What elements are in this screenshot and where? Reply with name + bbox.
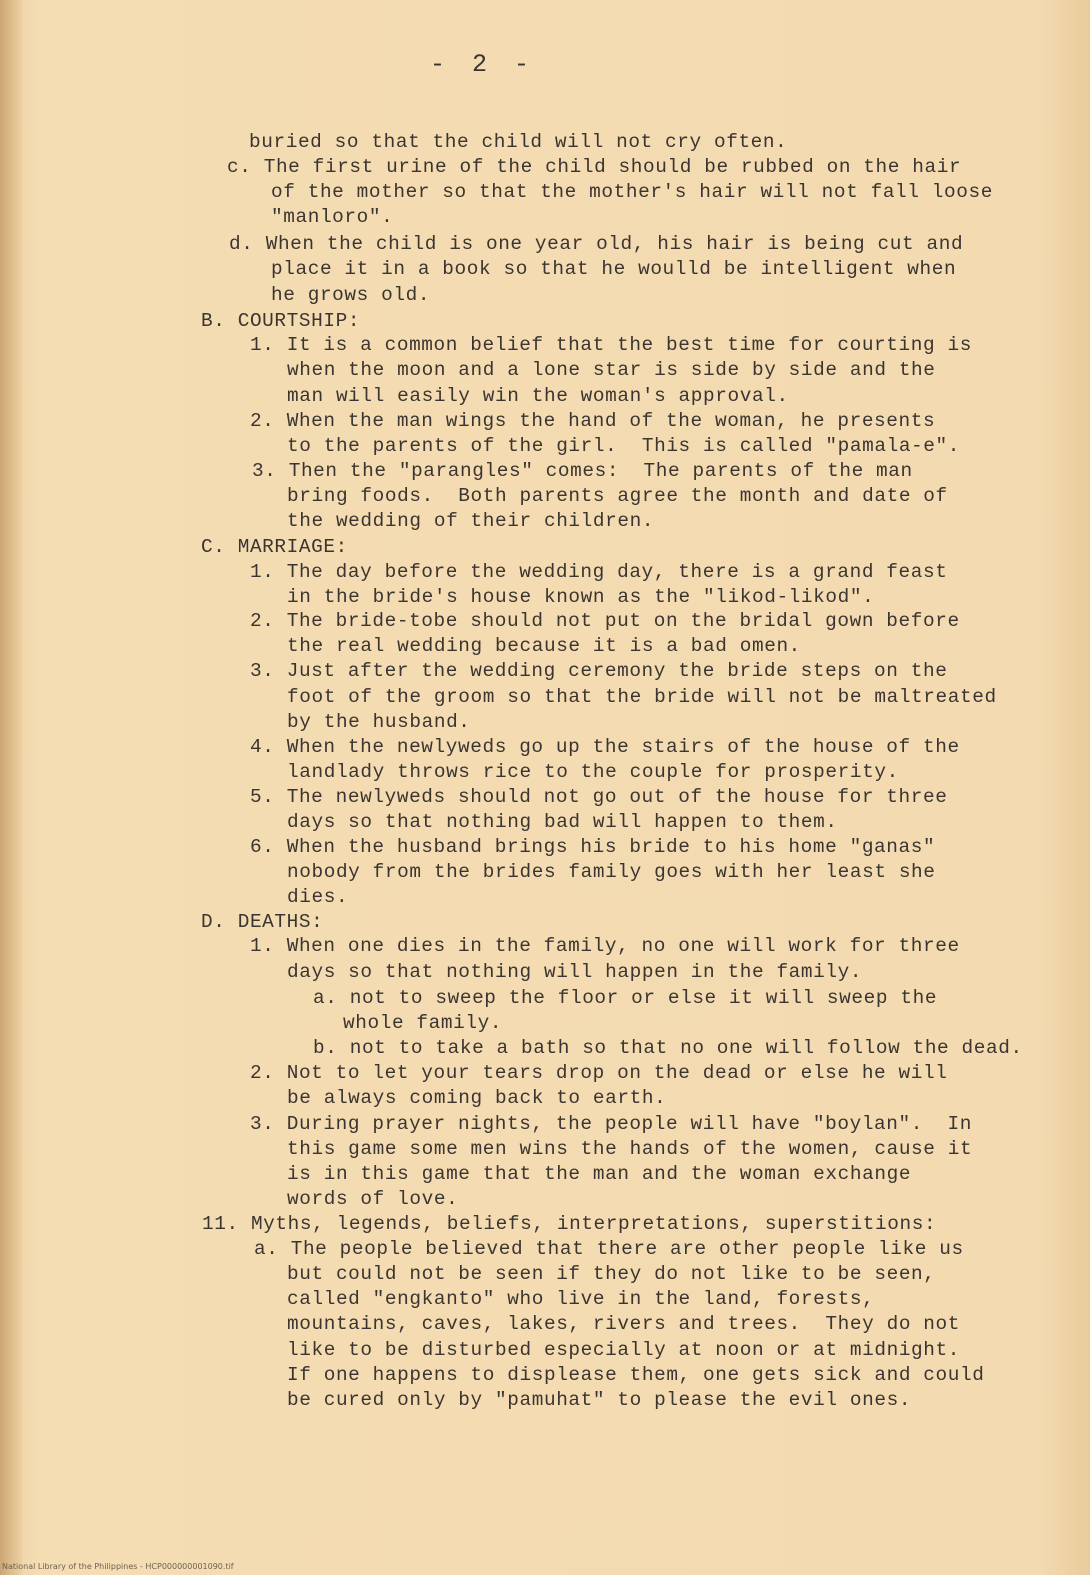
text-line: nobody from the brides family goes with her least she <box>287 861 936 883</box>
text-line: this game some men wins the hands of the women, cause it <box>287 1138 973 1160</box>
text-line: of the mother so that the mother's hair will not fall loose <box>271 181 993 203</box>
text-line: whole family. <box>343 1012 503 1034</box>
text-line: by the husband. <box>287 711 471 733</box>
text-line: days so that nothing will happen in the family. <box>287 961 863 983</box>
text-line: 1. It is a common belief that the best time for courting is <box>250 334 972 356</box>
text-line: 5. The newlyweds should not go out of the house for three <box>250 786 948 808</box>
text-line: "manloro". <box>271 206 394 228</box>
section-heading: 11. Myths, legends, beliefs, interpretations, superstitions: <box>202 1213 937 1235</box>
text-line: mountains, caves, lakes, rivers and trees. They do not <box>287 1313 960 1335</box>
text-line: 6. When the husband brings his bride to his home "ganas" <box>250 836 936 858</box>
text-line: a. not to sweep the floor or else it will sweep the <box>313 987 938 1009</box>
page-number: - 2 - <box>430 50 536 79</box>
section-heading: C. MARRIAGE: <box>201 536 348 558</box>
text-line: If one happens to displease them, one gets sick and could <box>287 1364 985 1386</box>
text-line: buried so that the child will not cry often. <box>249 131 788 153</box>
text-line: he grows old. <box>271 284 431 306</box>
text-line: days so that nothing bad will happen to them. <box>287 811 838 833</box>
text-line: 2. When the man wings the hand of the woman, he presents <box>250 410 936 432</box>
text-line: words of love. <box>287 1188 459 1210</box>
text-line: foot of the groom so that the bride will not be maltreated <box>287 686 997 708</box>
text-line: 1. When one dies in the family, no one will work for three <box>250 935 960 957</box>
text-line: be always coming back to earth. <box>287 1087 667 1109</box>
section-heading: D. DEATHS: <box>201 911 324 933</box>
text-line: c. The first urine of the child should be rubbed on the hair <box>227 156 962 178</box>
text-line: place it in a book so that he woulld be intelligent when <box>271 258 957 280</box>
text-line: is in this game that the man and the woman exchange <box>287 1163 912 1185</box>
text-line: man will easily win the woman's approval. <box>287 385 789 407</box>
text-line: like to be disturbed especially at noon or at midnight. <box>287 1339 960 1361</box>
scan-footer: National Library of the Philippines - HCP000000001090.tif <box>2 1562 234 1571</box>
text-line: 1. The day before the wedding day, there is a grand feast <box>250 561 948 583</box>
text-line: called "engkanto" who live in the land, forests, <box>287 1288 875 1310</box>
text-line: but could not be seen if they do not like to be seen, <box>287 1263 936 1285</box>
page-binding-edge <box>0 0 22 1575</box>
text-line: be cured only by "pamuhat" to please the evil ones. <box>287 1389 912 1411</box>
text-line: 4. When the newlyweds go up the stairs of the house of the <box>250 736 960 758</box>
text-line: in the bride's house known as the "likod-likod". <box>287 586 875 608</box>
text-line: to the parents of the girl. This is called "pamala-e". <box>287 435 960 457</box>
text-line: 2. The bride-tobe should not put on the bridal gown before <box>250 610 960 632</box>
text-line: 2. Not to let your tears drop on the dead or else he will <box>250 1062 948 1084</box>
text-line: 3. Then the "parangles" comes: The parents of the man <box>252 460 913 482</box>
section-heading: B. COURTSHIP: <box>201 310 361 332</box>
text-line: 3. Just after the wedding ceremony the bride steps on the <box>250 660 948 682</box>
text-line: the wedding of their children. <box>287 510 655 532</box>
text-line: the real wedding because it is a bad omen. <box>287 635 801 657</box>
text-line: a. The people believed that there are other people like us <box>254 1238 964 1260</box>
text-line: bring foods. Both parents agree the month and date of <box>287 485 948 507</box>
text-line: landlady throws rice to the couple for prosperity. <box>287 761 899 783</box>
text-line: b. not to take a bath so that no one will follow the dead. <box>313 1037 1023 1059</box>
text-line: d. When the child is one year old, his hair is being cut and <box>229 233 964 255</box>
text-line: 3. During prayer nights, the people will have "boylan". In <box>250 1113 972 1135</box>
text-line: dies. <box>287 886 349 908</box>
text-line: when the moon and a lone star is side by side and the <box>287 359 936 381</box>
